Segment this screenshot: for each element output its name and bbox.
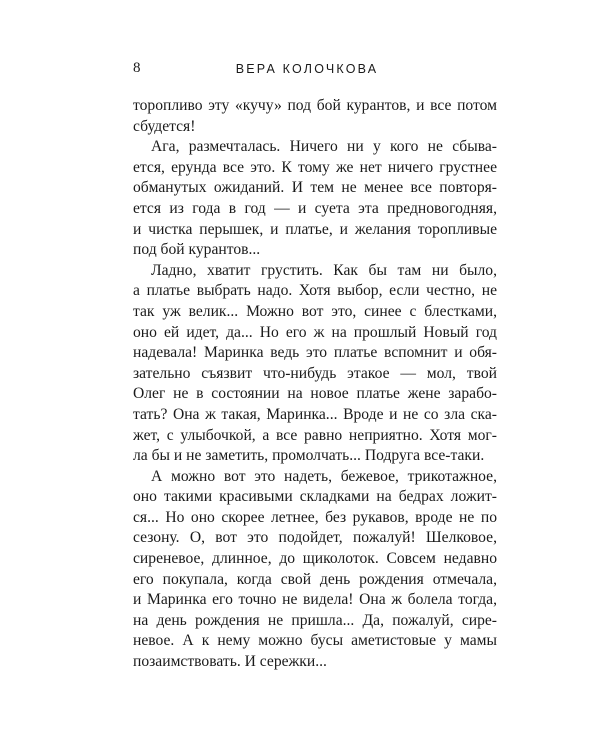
text-line: оно ей идет, да... Но его ж на прошлый Новый год	[133, 323, 497, 341]
text-line: Ага, размечталась. Ничего ни у кого не сбыва-	[151, 138, 497, 156]
text-line: торопливо эту «кучу» под бой курантов, и все потом	[133, 97, 497, 114]
running-head	[0, 58, 600, 80]
text-line: Олег не в состоянии на новое платье жене зарабо-	[133, 385, 497, 403]
text-line: и чистка перышек, и платье, и желания торопливые	[133, 220, 497, 238]
text-line: А можно вот это надеть, бежевое, трикотажное,	[151, 467, 497, 485]
text-line: ла бы и не заметить, промолчать... Подруга все-таки.	[133, 447, 485, 465]
text-line: сиреневое, длинное, до щиколоток. Совсем недавно	[133, 550, 497, 568]
text-line: сбудется!	[133, 117, 196, 135]
text-line: под бой курантов...	[133, 241, 261, 259]
running-title-author: ВЕРА КОЛОЧКОВА	[235, 62, 379, 76]
text-line: обманутых ожиданий. И тем не менее все повторя-	[133, 179, 497, 197]
text-line: и Маринка его точно не видела! Она ж болела тогда,	[133, 591, 497, 609]
text-line: оно такими красивыми складками на бедрах ложит-	[133, 488, 497, 506]
text-line: его покупала, когда свой день рождения отмечала,	[133, 570, 497, 588]
page-number: 8	[133, 60, 141, 76]
text-line: жет, с улыбочкой, а все равно неприятно. Хотя мог-	[133, 426, 497, 444]
text-line: сезону. О, вот это подойдет, пожалуй! Шелковое,	[133, 529, 497, 547]
text-line: ся... Но оно скорее летнее, без рукавов, вроде не по	[133, 508, 497, 526]
body-text	[133, 96, 497, 673]
text-line: а платье выбрать надо. Хотя выбор, если честно, не	[133, 282, 497, 300]
text-line: невое. А к нему можно бусы аметистовые у мамы	[133, 632, 497, 650]
text-line: Ладно, хватит грустить. Как бы там ни было,	[151, 261, 497, 279]
text-line: позаимствовать. И сережки...	[133, 653, 327, 671]
text-line: надевала! Маринка ведь это платье вспомнит и обя-	[133, 344, 497, 362]
text-line: ется из года в год — и суета эта предновогодняя,	[133, 199, 497, 217]
text-line: тать? Она ж такая, Маринка... Вроде и не со зла ска-	[133, 405, 497, 423]
text-line: зательно съязвит что-нибудь этакое — мол, твой	[133, 364, 497, 382]
text-line: на день рождения не пришла... Да, пожалуй, сире-	[133, 611, 497, 629]
text-line: так уж велик... Можно вот это, синее с блестками,	[133, 302, 497, 320]
text-line: ется, ерунда все это. К тому же нет ничего грустнее	[133, 158, 497, 176]
